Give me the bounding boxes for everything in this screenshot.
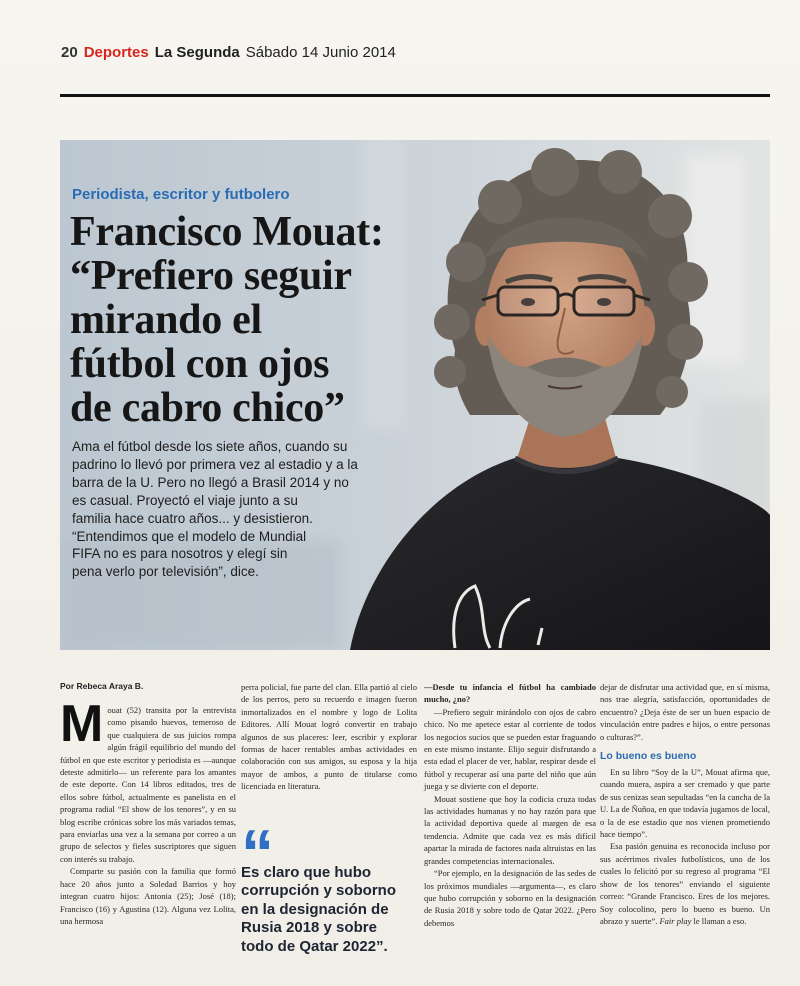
pull-quote-line: corrupción y soborno bbox=[241, 882, 397, 900]
lead-line: FIFA no es para nosotros y elegí sin bbox=[72, 546, 288, 562]
header-rule bbox=[60, 94, 770, 97]
section-subhead: Lo bueno es bueno bbox=[600, 750, 697, 763]
hair-curl bbox=[446, 242, 486, 282]
body-paragraph: “Por ejemplo, en la designación de las sedes de los próximos mundiales —argumenta—, es claro que hubo corrupción y soborno en la designación de Rusia 2018 y sobre todo de Qatar 2022. ¿Pero debemos bbox=[424, 868, 596, 928]
interview-question: —Desde tu infancia el fútbol ha cambiado mucho, ¿no? bbox=[424, 682, 596, 705]
pull-quote-text bbox=[241, 864, 417, 956]
lead-paragraph bbox=[72, 438, 358, 581]
hair-curl bbox=[656, 376, 688, 408]
hair-curl bbox=[668, 262, 708, 302]
body-paragraph: Comparte su pasión con la familia que formó hace 20 años junto a Soledad Barrios y hoy integran cuatro hijos: Antonia (25); José (18); Francisco (16) y Agustina (12). Alguna vez Lolita, una hermosa bbox=[60, 866, 236, 926]
page-header bbox=[61, 44, 396, 62]
pull-quote-line: todo de Qatar 2022”. bbox=[241, 937, 388, 955]
section-name: Deportes bbox=[83, 44, 149, 61]
body-paragraph: Mouat sostiene que hoy la codicia cruza todas las actividades humanas y no hay razón para que la actividad deportiva quede al margen de esa tendencia. Admite que cada vez es más difícil apartar la mirada de factores nada altruistas en las grandes competencias internacionales. bbox=[424, 793, 596, 866]
body-paragraph: perra policial, fue parte del clan. Ella partió al cielo de los perros, pero su recuerdo e imagen fueron inmortalizados en el nombre y logo de Lolita Editores. Allí Mouat logró convertir en trabajo algunos de sus placeres: leer, escribir y explorar formas de hacer rentables ambas actividades en colaboración con sus amigos, su esposa y la hija mayor de ambos, a punto de titularse como licenciada en literatura. bbox=[241, 682, 417, 792]
lead-line: pena verlo por televisión”, dice. bbox=[72, 564, 259, 580]
headline-line: Francisco Mouat: bbox=[70, 209, 384, 255]
pull-quote bbox=[241, 816, 417, 956]
body-paragraph: En su libro “Soy de la U”, Mouat afirma que, cuando muera, aspira a ser cremado y que parte de sus cenizas sean sepultadas “en la cancha de la U. La de Ñuñoa, en que todavía jugamos de local, o la de ese estadio que nos vienen prometiendo hace tiempo”. bbox=[600, 767, 770, 840]
body-paragraph: —Prefiero seguir mirándolo con ojos de cabro chico. No me apetece estar al corriente de todos los negocios sucios que se pueden estar fraguando en este mismo instante. Elijo seguir disfrutando a esta edad el placer de ver, hablar, respirar desde el fútbol y recuperar así una parte del niño que aún juega y se divierte con el deporte. bbox=[424, 706, 596, 792]
article-column-2 bbox=[241, 681, 417, 793]
byline: Por Rebeca Araya B. bbox=[60, 681, 144, 691]
hair-curl bbox=[478, 180, 522, 224]
headline-line: fútbol con ojos bbox=[70, 341, 330, 387]
glasses-left-lens bbox=[498, 287, 558, 315]
glasses-right-lens bbox=[574, 287, 634, 315]
headline bbox=[70, 210, 384, 430]
body-text: le llaman a eso. bbox=[691, 915, 747, 926]
article-column-3 bbox=[424, 681, 596, 929]
body-paragraph bbox=[600, 840, 770, 927]
lead-line: Ama el fútbol desde los siete años, cuando su bbox=[72, 439, 348, 454]
article-column-1 bbox=[60, 695, 236, 927]
page-number: 20 bbox=[61, 44, 78, 61]
headline-line: mirando el bbox=[70, 297, 262, 343]
kicker: Periodista, escritor y futbolero bbox=[72, 186, 290, 203]
hair-curl bbox=[667, 324, 703, 360]
pull-quote-line: en la designación de bbox=[241, 900, 389, 918]
pull-quote-line: Rusia 2018 y sobre bbox=[241, 919, 377, 937]
article-column-4 bbox=[600, 681, 770, 927]
hair-curl bbox=[434, 356, 466, 388]
lead-line: es casual. Proyectó el viaje junto a su bbox=[72, 492, 298, 508]
hair-curl bbox=[531, 148, 579, 196]
body-text: Esa pasión genuina es reconocida incluso por sus acérrimos rivales futbolísticos, uno de los cuales lo felicitó por su regreso al programa “El show de los tenores” enviando el siguiente correo: “Grande Francisco. Eres de los mejores. Soy colocolino, pero lo bueno es bueno. Un abrazo y suerte”. bbox=[600, 841, 770, 926]
issue-date: Sábado 14 Junio 2014 bbox=[245, 44, 396, 61]
body-text-italic: Fair play bbox=[659, 915, 692, 926]
lead-line: “Entendimos que el modelo de Mundial bbox=[72, 528, 307, 544]
newspaper-name: La Segunda bbox=[154, 44, 240, 61]
quote-mark-icon: “ bbox=[241, 816, 270, 890]
lead-line: barra de la U. Pero no llegó a Brasil 2014 y no bbox=[72, 474, 349, 490]
headline-line: de cabro chico” bbox=[70, 385, 345, 431]
headline-line: “Prefiero seguir bbox=[70, 253, 352, 299]
hair-curl bbox=[648, 194, 692, 238]
body-paragraph: Mouat (52) transita por la entrevista como pisando huevos, temeroso de que cualquiera de sus juicios rompa algún frágil equilibrio del mundo del fútbol en que este escritor y periodista es —aunque deteste admitirlo— un referente para los amantes de este deporte. Con 14 libros editados, tres de ellos sobre fútbol, actualmente es panelista en el programa radial “El show de los tenores”, y en su blog escribe crónicas sobre los más variados temas, para enviarlas una vez a la semana por correo a un grupo de selectos y fieles suscriptores que siguen con interés su trabajo. bbox=[60, 695, 236, 864]
lead-line: padrino lo llevó por primera vez al estadio y a la bbox=[72, 456, 358, 472]
hair-curl bbox=[434, 304, 470, 340]
body-paragraph: dejar de disfrutar una actividad que, en sí misma, nos trae alegría, satisfacción, oportunidades de encuentro? ¿Deja éste de ser un buen espacio de vinculación entre padres e hijos, o entre personas o culturas?”. bbox=[600, 682, 770, 742]
lead-line: familia hace cuatro años... y desistieron. bbox=[72, 510, 313, 526]
pull-quote-line: Es claro que hubo bbox=[241, 864, 372, 881]
hair-curl bbox=[598, 150, 642, 194]
